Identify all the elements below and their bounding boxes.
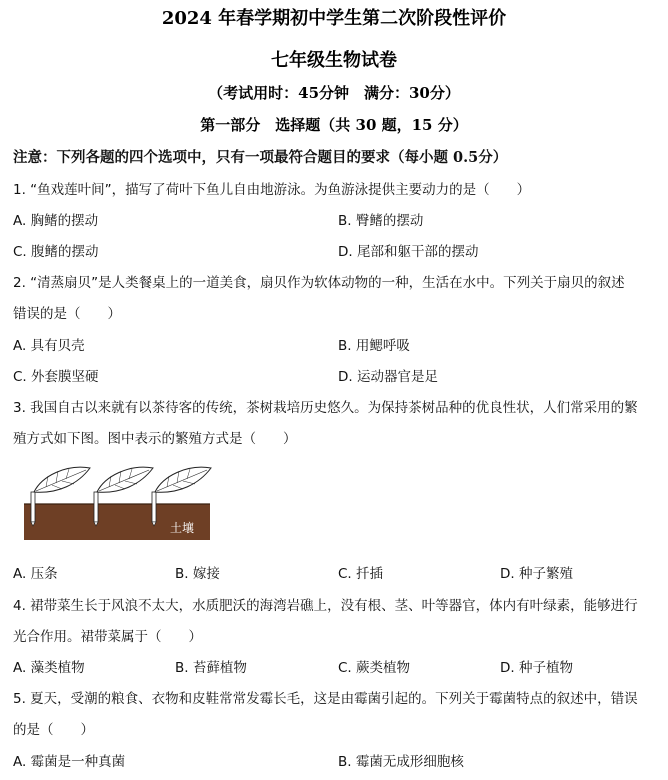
question-5-stem-line-1: 5. 夏天，受潮的粮食、衣物和皮鞋常常发霉长毛，这是由霉菌引起的。下列关于霉菌特点的叙述中，错误 bbox=[13, 691, 638, 707]
question-2-option-d[interactable]: D. 运动器官是足 bbox=[338, 369, 438, 385]
question-3-stem-line-1: 3. 我国自古以来就有以茶待客的传统，茶树栽培历史悠久。为保持茶树品种的优良性状，人们常采用的繁 bbox=[13, 400, 638, 416]
question-5-option-a[interactable]: A. 霉菌是一种真菌 bbox=[13, 754, 126, 770]
question-2-option-c[interactable]: C. 外套膜坚硬 bbox=[13, 369, 99, 385]
question-1-option-d[interactable]: D. 尾部和躯干部的摆动 bbox=[338, 244, 479, 260]
question-1-stem: 1. “鱼戏莲叶间”，描写了荷叶下鱼儿自由地游泳。为鱼游泳提供主要动力的是（ ） bbox=[13, 182, 531, 198]
question-2-option-a[interactable]: A. 具有贝壳 bbox=[13, 338, 85, 354]
question-4-stem-line-1: 4. 裙带菜生长于风浪不太大，水质肥沃的海湾岩礁上，没有根、茎、叶等器官，体内有叶绿素，能够进行 bbox=[13, 598, 638, 614]
question-2-option-b[interactable]: B. 用鳃呼吸 bbox=[338, 338, 410, 354]
question-3-option-a[interactable]: A. 压条 bbox=[13, 566, 58, 582]
question-2-stem-line-1: 2. “清蒸扇贝”是人类餐桌上的一道美食，扇贝作为软体动物的一种，生活在水中。下列关于扇贝的叙述 bbox=[13, 275, 625, 291]
exam-title: 2024 年春学期初中学生第二次阶段性评价 bbox=[161, 8, 507, 29]
question-1-option-b[interactable]: B. 臀鳍的摆动 bbox=[338, 213, 424, 229]
question-4-option-a[interactable]: A. 藻类植物 bbox=[13, 660, 85, 676]
question-3-option-d[interactable]: D. 种子繁殖 bbox=[500, 566, 573, 582]
exam-info: （考试用时：45分钟 满分：30分） bbox=[208, 84, 460, 102]
question-4-option-c[interactable]: C. 蕨类植物 bbox=[338, 660, 411, 676]
exam-subtitle: 七年级生物试卷 bbox=[271, 50, 397, 71]
question-4-option-d[interactable]: D. 种子植物 bbox=[500, 660, 573, 676]
cutting-propagation-figure bbox=[22, 462, 212, 542]
question-5-stem-line-2: 的是（ ） bbox=[13, 722, 94, 738]
question-1-option-c[interactable]: C. 腹鳍的摆动 bbox=[13, 244, 99, 260]
question-5-option-b[interactable]: B. 霉菌无成形细胞核 bbox=[338, 754, 464, 770]
question-1-option-a[interactable]: A. 胸鳍的摆动 bbox=[13, 213, 99, 229]
question-3-option-c[interactable]: C. 扦插 bbox=[338, 566, 384, 582]
question-3-stem-line-2: 殖方式如下图。图中表示的繁殖方式是（ ） bbox=[13, 431, 297, 447]
question-4-stem-line-2: 光合作用。裙带菜属于（ ） bbox=[13, 629, 202, 645]
question-3-option-b[interactable]: B. 嫁接 bbox=[175, 566, 220, 582]
soil-label: 土壤 bbox=[170, 521, 195, 535]
question-4-option-b[interactable]: B. 苔藓植物 bbox=[175, 660, 247, 676]
notice-text: 注意：下列各题的四个选项中，只有一项最符合题目的要求（每小题 0.5分） bbox=[13, 149, 508, 166]
question-2-stem-line-2: 错误的是（ ） bbox=[13, 306, 121, 322]
section-heading: 第一部分 选择题（共 30 题，15 分） bbox=[200, 116, 468, 134]
